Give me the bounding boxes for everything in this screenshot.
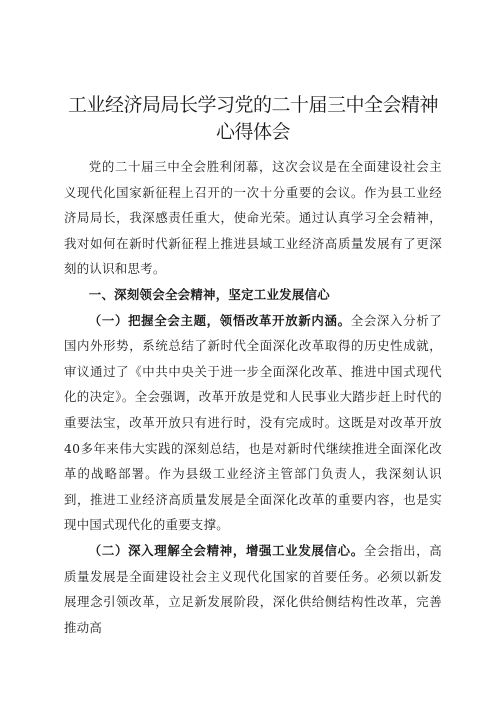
title-line-2: 心得体会 (215, 121, 290, 143)
section-1-heading: 一、深刻领会全会精神，坚定工业发展信心 (88, 286, 330, 302)
subsection-2-text: 全会指出，高质量发展是全面建设社会主义现代化国家的首要任务。必须以新发展理念引领改革，立足新发展阶段，深化供给侧结构性改革，完善推动高 (64, 542, 442, 635)
subsection-1-paragraph (64, 308, 442, 538)
subsection-2-paragraph (64, 538, 442, 640)
intro-paragraph: 党的二十届三中全会胜利闭幕，这次会议是在全面建设社会主义现代化国家新征程上召开的一次十分重要的会议。作为县工业经济局局长，我深感责任重大，使命光荣。通过认真学习全会精神，我对如何在新时代新征程上推进县域工业经济高质量发展有了更深刻的认识和思考。 (64, 159, 442, 277)
document-title (64, 92, 442, 146)
subsection-1-text: 全会深入分析了国内外形势，系统总结了新时代全面深化改革取得的历史性成就，审议通过了《中共中央关于进一步全面深化改革、推进中国式现代化的决定》。全会强调，改革开放是党和人民事业大踏步赶上时代的重要法宝，改革开放只有进行时，没有完成时。这既是对改革开放40多年来伟大实践的深刻总结，也是对新时代继续推进全面深化改革的战略部署。作为县级工业经济主管部门负责人，我深刻认识到，推进工业经济高质量发展是全面深化改革的重要内容，也是实现中国式现代化的重要支撑。 (64, 312, 443, 533)
subsection-1-heading: （一）把握全会主题，领悟改革开放新内涵。 (88, 312, 351, 328)
title-line-1: 工业经济局局长学习党的二十届三中全会精神 (67, 94, 438, 116)
subsection-2-heading: （二）深入理解全会精神，增强工业发展信心。 (88, 542, 364, 558)
